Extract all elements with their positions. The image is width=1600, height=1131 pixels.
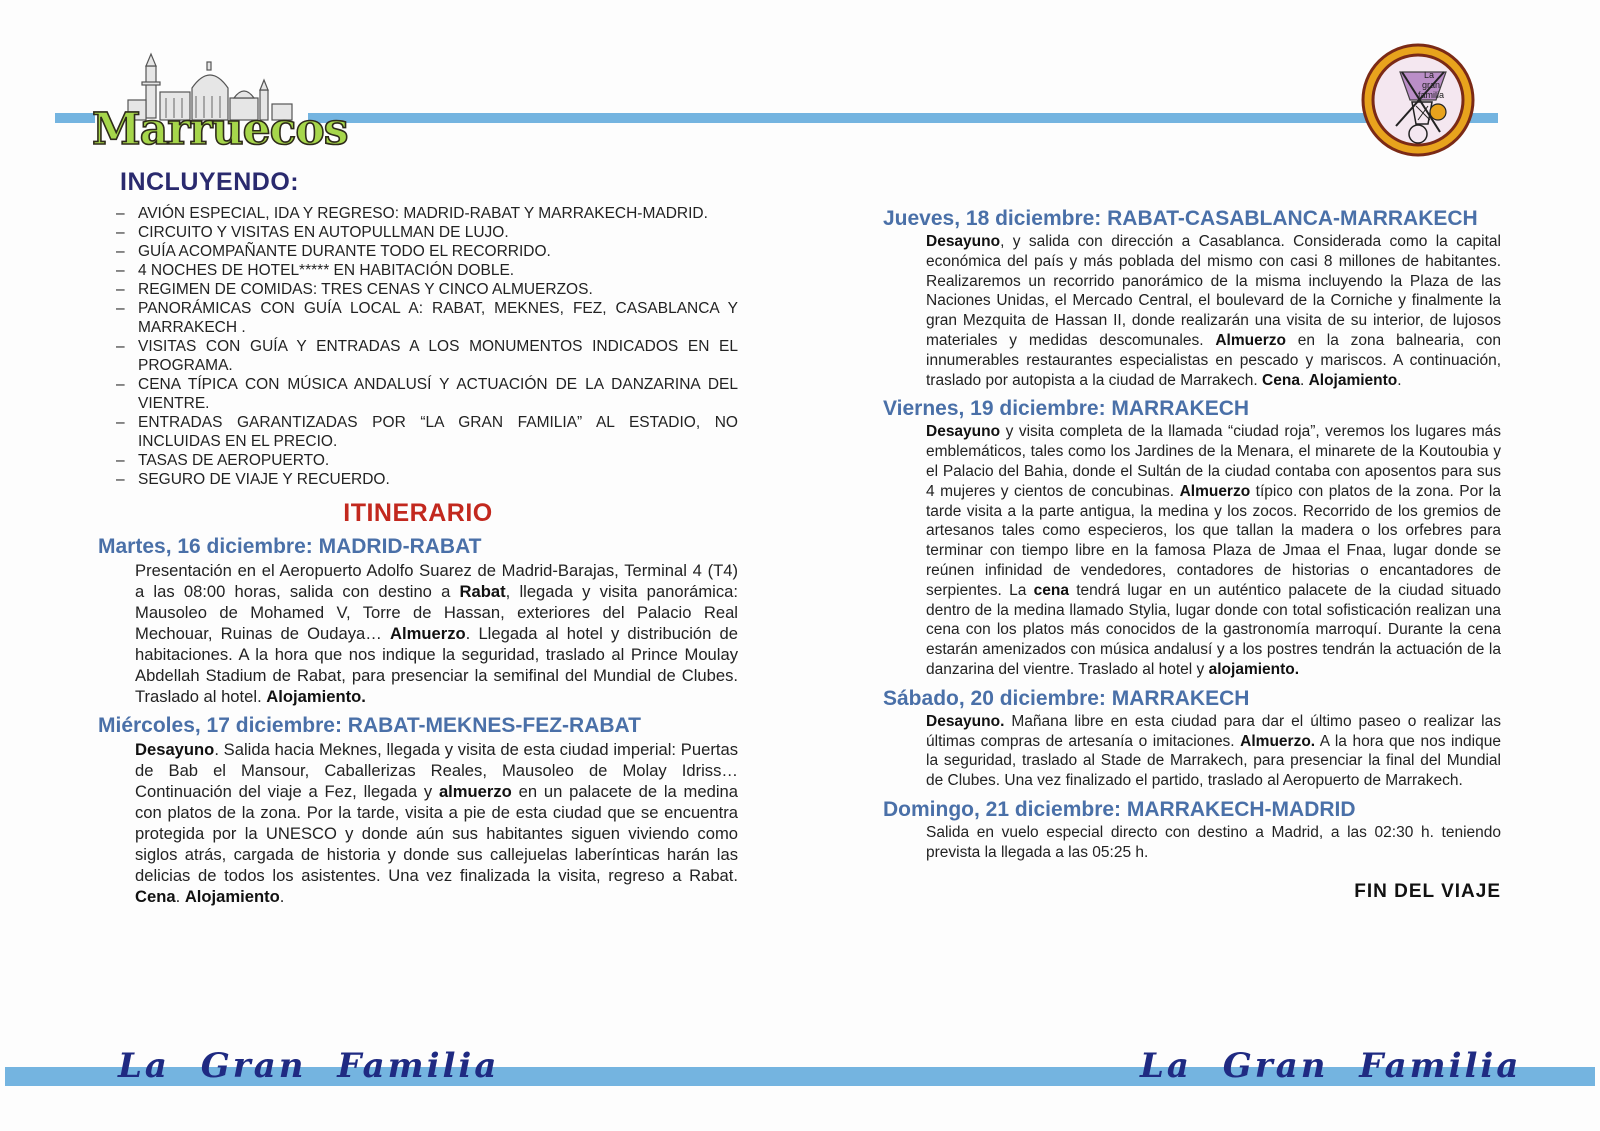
day-text: en la zona balnearia, con innumerables restaurantes especialistas en pescado y mariscos. A continuación, traslado por autopista a la ciudad de Marrakech.: [926, 331, 1501, 389]
day-text: típico con platos de la zona. Por la tarde visita a la parte antigua, la medina y los zocos. Recorrido de los gremios de artesanos tales como especieros, los que tallan la madera o los orfebres para terminar con tiempo libre en la famosa Plaza de Jmaa el Fnaa, lugar donde se reúnen infinidad de vendedores, contadores de historias o encantadores de serpientes. La: [926, 482, 1501, 599]
includes-item: [98, 242, 738, 261]
footer-brand-right: La Gran Familia: [1140, 1046, 1522, 1086]
end-of-trip: FIN DEL VIAJE: [1354, 880, 1501, 902]
day-heading: Miércoles, 17 diciembre: RABAT-MEKNES-FEZ-RABAT: [98, 714, 641, 737]
includes-title: INCLUYENDO:: [120, 168, 300, 196]
includes-item-text: TASAS DE AEROPUERTO.: [138, 452, 330, 469]
day-description: [883, 422, 1501, 679]
includes-item-text: REGIMEN DE COMIDAS: TRES CENAS Y CINCO ALMUERZOS.: [138, 281, 593, 298]
day-text: tendrá lugar en un auténtico palacete de la ciudad situado dentro de la medina llamado Stylia, lugar donde con total sofisticación realizan una cena con los platos más conocidos de la gastronomía marroquí. Durante la cena estarán amenizados con música andalusí y a los postres tendrán la actuación de la danzarina del vientre. Traslado al hotel y: [926, 581, 1501, 678]
includes-item-text: CENA TÍPICA CON MÚSICA ANDALUSÍ Y ACTUACIÓN DE LA DANZARINA DEL VIENTRE.: [138, 376, 738, 412]
includes-item: [98, 280, 738, 299]
includes-item: [98, 337, 738, 375]
la-gran-familia-badge: [1360, 42, 1476, 158]
day-text: .: [175, 887, 185, 906]
includes-item: [98, 375, 738, 413]
dash-bullet-icon: –: [116, 300, 125, 317]
dash-bullet-icon: –: [116, 376, 125, 393]
itinerary-days-left: [98, 534, 738, 907]
day-highlight: Desayuno: [926, 233, 1001, 250]
day-text: , llegada y visita panorámica: Mausoleo de Mohamed V, Torre de Hassan, exteriores del Palacio Real Mechouar, Ruinas de Oudaya…: [135, 582, 738, 643]
day-highlight: Alojamiento: [184, 887, 280, 906]
includes-item-text: 4 NOCHES DE HOTEL***** EN HABITACIÓN DOBLE.: [138, 262, 515, 279]
day-text: Salida en vuelo especial directo con destino a Madrid, a las 02:30 h. teniendo prevista la llegada a las 05:25 h.: [926, 823, 1501, 861]
dash-bullet-icon: –: [116, 243, 125, 260]
itinerary-day: [98, 534, 738, 707]
day-highlight: Almuerzo: [1179, 482, 1251, 500]
includes-item-text: GUÍA ACOMPAÑANTE DURANTE TODO EL RECORRIDO.: [138, 243, 551, 260]
header-stripe-right: [308, 113, 1498, 123]
day-highlight: Almuerzo: [1215, 331, 1286, 349]
includes-item-text: ENTRADAS GARANTIZADAS POR “LA GRAN FAMILIA” AL ESTADIO, NO INCLUIDAS EN EL PRECIO.: [138, 414, 738, 450]
day-text: . Salida hacia Meknes, llegada y visita de esta ciudad imperial: Puertas de Bab el Mansour, Caballerizas Reales, Mausoleo de Molay Idriss… Continuación del viaje a Fez, llegada y: [135, 740, 738, 801]
itinerary-day: [883, 396, 1501, 679]
day-highlight: Cena: [1262, 371, 1300, 389]
right-column: [883, 206, 1501, 903]
includes-item: [98, 204, 738, 223]
left-column: [98, 168, 738, 913]
day-highlight: Almuerzo.: [1240, 732, 1316, 750]
day-highlight: alojamiento.: [1208, 660, 1300, 678]
day-text: .: [279, 887, 285, 906]
day-text: Mañana libre en esta ciudad para dar el último paseo o realizar las últimas compras de artesanía o imitaciones.: [926, 712, 1501, 750]
day-description: [883, 823, 1501, 863]
footer-brand-left: La Gran Familia: [118, 1046, 500, 1086]
dash-bullet-icon: –: [116, 414, 125, 431]
day-highlight: Alojamiento.: [266, 687, 366, 706]
day-highlight: Desayuno.: [926, 712, 1005, 730]
includes-item: [98, 299, 738, 337]
includes-item-text: AVIÓN ESPECIAL, IDA Y REGRESO: MADRID-RABAT Y MARRAKECH-MADRID.: [138, 205, 708, 222]
itinerary-day: [98, 713, 738, 907]
includes-item: [98, 261, 738, 280]
dash-bullet-icon: –: [116, 205, 125, 222]
includes-item-text: VISITAS CON GUÍA Y ENTRADAS A LOS MONUMENTOS INDICADOS EN EL PROGRAMA.: [138, 338, 738, 374]
dash-bullet-icon: –: [116, 262, 125, 279]
basketball-crest-icon: [1360, 42, 1476, 158]
dash-bullet-icon: –: [116, 452, 125, 469]
badge-text-la: La: [1424, 70, 1435, 80]
day-heading: Viernes, 19 diciembre: MARRAKECH: [883, 397, 1250, 421]
includes-item: [98, 413, 738, 451]
day-highlight: almuerzo: [438, 782, 512, 801]
day-description: [883, 712, 1501, 791]
day-text: .: [1397, 371, 1402, 389]
day-heading: Martes, 16 diciembre: MADRID-RABAT: [98, 535, 482, 558]
badge-text-gran: gran: [1422, 80, 1441, 90]
dash-bullet-icon: –: [116, 224, 125, 241]
marruecos-logo: [88, 52, 348, 162]
day-heading: Domingo, 21 diciembre: MARRAKECH-MADRID: [883, 797, 1356, 821]
day-highlight: Rabat: [459, 582, 506, 601]
dash-bullet-icon: –: [116, 338, 125, 355]
day-text: en un palacete de la medina con platos de la zona. Por la tarde, visita a pie de esta ciudad que se encuentra protegida por la UNESCO y donde aún sus habitantes siguen viviendo como siglos atrás, cargada de historia y donde sus callejuelas laberínticas harán las delicias de todos los asistentes. Una vez finalizada la visita, regreso a Rabat.: [135, 782, 738, 885]
day-heading: Sábado, 20 diciembre: MARRAKECH: [883, 686, 1250, 710]
day-text: Presentación en el Aeropuerto Adolfo Suarez de Madrid-Barajas, Terminal 4 (T4) a las 08:00 horas, salida con destino a: [135, 561, 738, 601]
day-text: A la hora que nos indique la seguridad, traslado al Stade de Marrakech, para presenciar la final del Mundial de Clubes. Una vez finalizado el partido, traslado al Aeropuerto de Marrakech.: [926, 732, 1501, 790]
dash-bullet-icon: –: [116, 471, 125, 488]
itinerary-day: [883, 206, 1501, 390]
day-text: .: [1299, 371, 1309, 389]
day-highlight: Almuerzo: [390, 624, 466, 643]
includes-item: [98, 223, 738, 242]
itinerary-day: [883, 797, 1501, 863]
day-heading: Jueves, 18 diciembre: RABAT-CASABLANCA-MARRAKECH: [883, 207, 1478, 230]
day-description: [98, 560, 738, 707]
itinerary-day: [883, 686, 1501, 791]
day-text: y visita completa de la llamada “ciudad roja”, veremos los lugares más emblemáticos, tales como los Jardines de la Menara, el minarete de la Koutoubia y el Palacio del Bahia, donde el Sultán de la ciudad contaba con aposentos para sus 4 mujeres y cientos de concubinas.: [926, 423, 1501, 500]
itinerary-title: ITINERARIO: [343, 499, 493, 527]
dash-bullet-icon: –: [116, 281, 125, 298]
day-highlight: cena: [1033, 581, 1069, 599]
day-highlight: Alojamiento: [1308, 371, 1398, 389]
day-highlight: Desayuno: [926, 423, 1001, 441]
marruecos-title: Marruecos: [92, 104, 348, 155]
includes-item-text: SEGURO DE VIAJE Y RECUERDO.: [138, 471, 390, 488]
badge-text-familia: familia: [1418, 90, 1445, 100]
day-highlight: Desayuno: [135, 740, 215, 759]
includes-item: [98, 451, 738, 470]
day-highlight: Cena: [135, 887, 176, 906]
day-text: . Llegada al hotel y distribución de habitaciones. A la hora que nos indique la seguridad, traslado al Prince Moulay Abdellah Stadium de Rabat, para presenciar la semifinal del Mundial de Clubes. Traslado al hotel.: [135, 624, 739, 706]
includes-list: [98, 204, 738, 489]
day-text: , y salida con dirección a Casablanca. Considerada como la capital económica del país y más poblada del mismo con casi 8 millones de habitantes. Realizaremos un recorrido panorámico de la misma incluyendo la Plaza de las Naciones Unidas, el Mercado Central, el boulevard de la Corniche y finalmente la gran Mezquita de Hassan II, donde realizarán una visita de su interior, de lujosos materiales y medidas descomunales.: [926, 233, 1501, 349]
includes-item: [98, 470, 738, 489]
includes-item-text: PANORÁMICAS CON GUÍA LOCAL A: RABAT, MEKNES, FEZ, CASABLANCA Y MARRAKECH .: [138, 300, 738, 336]
day-description: [98, 739, 738, 907]
includes-item-text: CIRCUITO Y VISITAS EN AUTOPULLMAN DE LUJO.: [138, 224, 509, 241]
itinerary-days-right: [883, 206, 1501, 863]
day-description: [883, 232, 1501, 390]
